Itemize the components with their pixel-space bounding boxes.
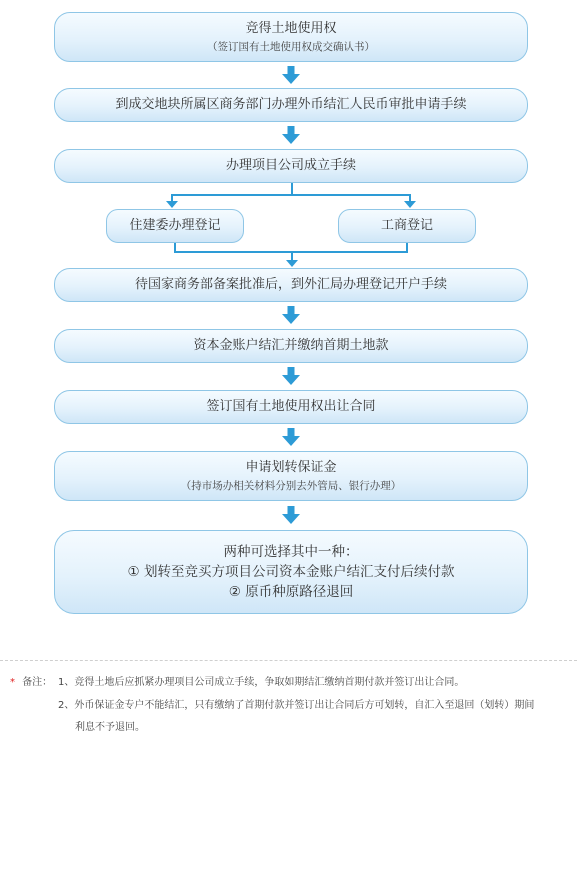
- step-box-4: [54, 268, 528, 302]
- step-8-title: 两种可选择其中一种：: [223, 544, 359, 560]
- step-box-6: [54, 390, 528, 424]
- step-7-subtitle: （持市场办相关材料分别去外管局、银行办理）: [180, 479, 402, 492]
- branch-box-left: [106, 209, 244, 243]
- down-arrow-icon: [281, 126, 301, 144]
- asterisk-icon: *: [10, 677, 15, 688]
- note-item-2-line-2: 利息不予退回。: [75, 722, 145, 733]
- down-arrow-icon: [281, 306, 301, 324]
- step-box-1: [54, 12, 528, 62]
- branch-left-title: 住建委办理登记: [129, 218, 221, 233]
- step-7-title: 申请划转保证金: [245, 459, 337, 475]
- connector-line: [171, 194, 411, 196]
- step-5-title: 资本金账户结汇并缴纳首期土地款: [193, 338, 389, 353]
- step-4-title: 待国家商务部备案批准后，到外汇局办理登记开户手续: [134, 277, 447, 292]
- notes-label: 备注：: [22, 677, 53, 688]
- branch-box-right: [338, 209, 476, 243]
- step-1-subtitle: （签订国有土地使用权成交确认书）: [207, 40, 375, 53]
- down-arrow-icon: [281, 367, 301, 385]
- branch-right-title: 工商登记: [380, 218, 433, 233]
- down-arrow-icon: [166, 201, 178, 208]
- step-8-option-1: ① 划转至竞买方项目公司资本金账户结汇支付后续付款: [127, 564, 455, 580]
- down-arrow-icon: [281, 66, 301, 84]
- step-1-title: 竞得土地使用权: [245, 20, 337, 36]
- step-6-title: 签订国有土地使用权出让合同: [206, 399, 376, 414]
- step-box-8: [54, 530, 528, 614]
- step-3-title: 办理项目公司成立手续: [225, 158, 356, 173]
- notes-section: [0, 660, 577, 733]
- down-arrow-icon: [281, 428, 301, 446]
- note-row-1: [10, 673, 52, 688]
- down-arrow-icon: [281, 506, 301, 524]
- step-box-2: [54, 88, 528, 122]
- step-8-option-2: ② 原币种原路径退回: [228, 584, 354, 600]
- step-box-5: [54, 329, 528, 363]
- down-arrow-icon: [286, 260, 298, 267]
- step-box-7: [54, 451, 528, 501]
- down-arrow-icon: [404, 201, 416, 208]
- note-item-1: 1、竞得土地后应抓紧办理项目公司成立手续，争取如期结汇缴纳首期付款并签订出让合同。: [58, 677, 465, 688]
- note-item-2-line-1: 2、外币保证金专户不能结汇，只有缴纳了首期付款并签订出让合同后方可划转，自汇入至退回（划转）期间: [58, 700, 535, 711]
- step-2-title: 到成交地块所属区商务部门办理外币结汇人民币审批申请手续: [115, 97, 467, 112]
- step-box-3: [54, 149, 528, 183]
